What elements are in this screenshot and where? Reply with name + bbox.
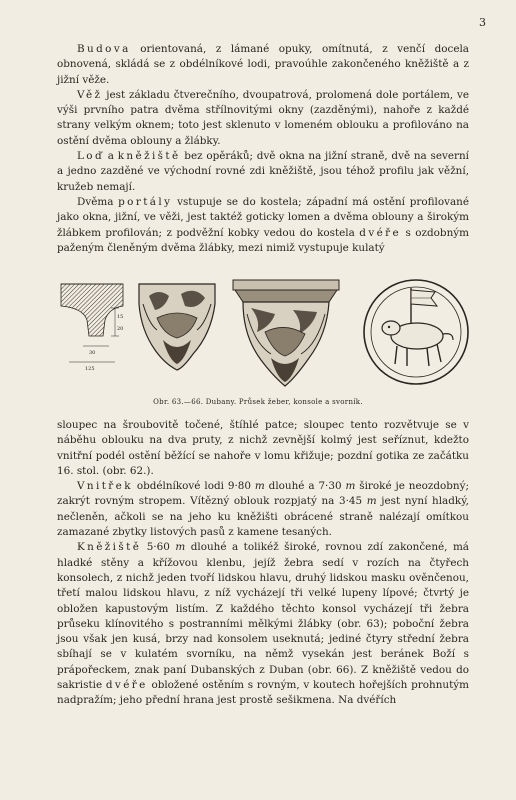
keystone-lamb-drawing: [361, 274, 471, 390]
paragraph-sloupec: [57, 418, 469, 479]
spaced-term: Loď: [77, 150, 105, 163]
paragraph-text: jest základu čtverečního, dvoupatrová, prolomená dole portálem, ve výši prvního patra dvěma střílnovitými okny (zazděnými), nahoře z každé strany velkým oknem; toto jest sklenuto v lomeném oblouku a profilováno na ostění dvěma oblouny a žlábky.: [57, 88, 469, 147]
spaced-term: portály: [118, 195, 173, 208]
paragraph-text: jest nyní hladký, nečleněn, ačkoli se na jeho ku kněžišti obrácené straně nalézají omítkou zamazané zbytky listových pasů z kamene tesaných.: [57, 495, 469, 539]
dimension-label: 30: [89, 350, 96, 356]
dimension-label: 20: [117, 326, 124, 332]
paragraph-knezistre: [57, 540, 469, 708]
spaced-term: Vnitřek: [77, 480, 133, 493]
paragraph-lod: [57, 149, 469, 195]
paragraph-text: sloupec na šroubovitě točené, štíhlé patce; sloupec tento rozvětvuje se v náběhu oblouku na dva pruty, z nichž zevnější kolmý jest seříznut, kdežto vnitřní podél ostění běžící se nahoře v lomu křižuje; pozdní gotika ze začátku 16. stol. (obr. 62.).: [57, 419, 469, 477]
paragraph-text: a: [104, 150, 118, 163]
console-leaf-drawing: [231, 274, 341, 390]
paragraph-text: obdélníkové lodi 9·80: [132, 480, 255, 493]
paragraph-text: bez opěráků; dvě okna na jižní straně, dvě na severní a jedno zazděné ve východní rovné zdi kněžiště, jsou téhož profilu jak věžní, kružeb nemají.: [57, 150, 469, 193]
spaced-term: Budova: [77, 43, 131, 55]
paragraph-text: s ozdobným paženým členěným dvěma žlábky, mezi nimiž vystupuje kulatý: [57, 226, 469, 254]
paragraph-portaly: [57, 195, 469, 256]
unit: m: [366, 495, 377, 508]
figure-row: [55, 274, 475, 392]
paragraph-text: dlouhé a 7·30: [264, 480, 346, 493]
spaced-term: Věž: [77, 88, 103, 101]
paragraph-text: široké je neozdobný; zakrýt rovným stropem. Vítězný oblouk rozpjatý na 3·45: [57, 480, 469, 508]
paragraph-text: Dvěma: [77, 195, 119, 208]
paragraph-text: dlouhé a tolikéž široké, rovnou zdí zakončené, má hladké stěny a křížovou klenbu, jejíž žebra sedí v rozích na čtyřech konsolech, z nichž jeden tvoří lidskou hlavu, druhý lidskou masku ověnčenou, třetí malou lidskou hlavu, z níž vycházejí tři velké lupeny lípové; čtvrtý je obložen kapustovým listím. Z každého těchto konsol vycházejí tři žebra průseku klínovitého s postranními mělkými žlábky (obr. 63); poboční žebra jsou však jen kusá, brzy nad konsolem useknutá; jediné čtyry střední žebra sbíhají se v kulatém svorníku, na němž vysekán jest beránek Boží s prápořeckem, znak paní Dubanských z Duban (obr. 66). Z kněžiště vedou do sakristie: [57, 541, 469, 692]
paragraph-text: vstupuje se do kostela; západní má ostění profilované jako okna, jižní, ve věži, jest taktéž goticky lomen a dvěma oblouny a širokým žlábkem profilován; z podvěžní kobky vedou do kostela: [57, 195, 469, 239]
unit: m: [254, 480, 265, 493]
unit: m: [175, 541, 186, 554]
spaced-term: dvéře: [359, 226, 402, 239]
spaced-term: kněžiště: [117, 150, 181, 163]
rib-profile-drawing: [59, 274, 129, 390]
dimension-label: 125: [85, 366, 95, 372]
page-number: 3: [479, 16, 486, 29]
paragraph-vez: [57, 88, 469, 149]
unit: m: [345, 480, 356, 493]
paragraph-budova: [57, 42, 469, 88]
paragraph-vnitrek: [57, 479, 469, 540]
console-head-drawing: [135, 274, 219, 374]
spaced-term: Kněžiště: [77, 541, 142, 554]
spaced-term: dvéře: [105, 679, 148, 692]
figure-caption: Obr. 63.—66. Dubany. Průsek žeber, konsole a svorník.: [153, 398, 363, 406]
text-block-upper: [57, 42, 469, 256]
dimension-label: 15: [117, 314, 124, 320]
paragraph-text: obložené ostěním s rovným, v koutech hořejších prohnutým nadpražím; jeho přední hrana jest prostě sešikmena. Na dvéřích: [57, 679, 469, 707]
text-block-lower: [57, 418, 469, 709]
paragraph-text: 5·60: [141, 541, 176, 554]
paragraph-text: orientovaná, z lámané opuky, omítnutá, z venčí docela obnovená, skládá se z obdélníkové lodi, pravoúhle zakončeného kněžiště a z jižní věže.: [57, 43, 469, 86]
